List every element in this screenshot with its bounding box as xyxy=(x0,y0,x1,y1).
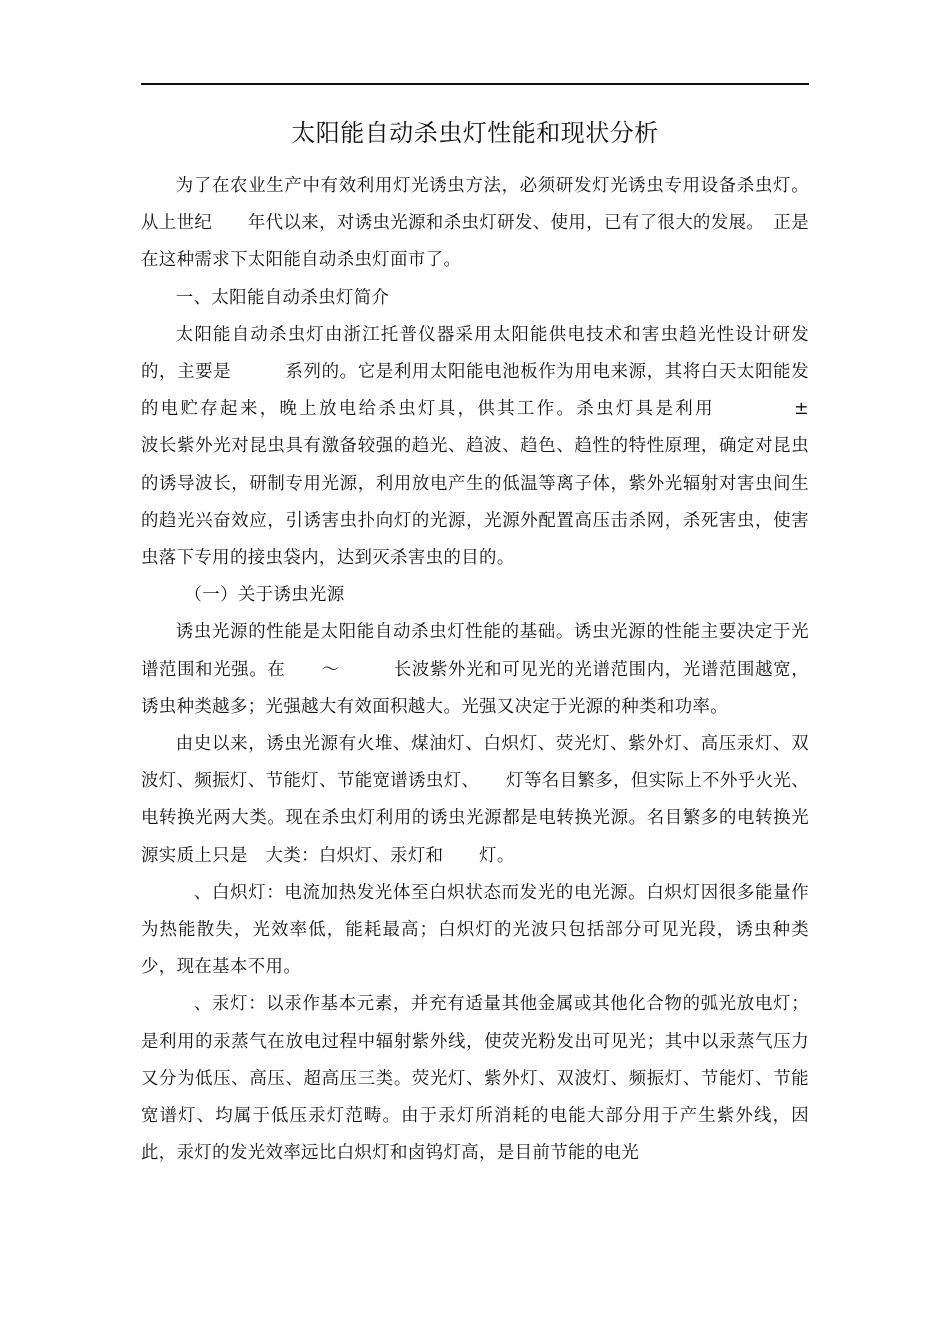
paragraph-light-source-history: 由史以来，诱虫光源有火堆、煤油灯、白炽灯、荧光灯、紫外灯、高压汞灯、双波灯、频振灯、节能灯、节能宽谱诱虫灯、 灯等名目繁多，但实际上不外乎火光、电转换光两大类。现在杀虫灯利用的诱虫光源都是电转换光源。名目繁多的电转换光源实质上只是 大类：白炽灯、汞灯和 灯。 xyxy=(141,734,809,866)
paragraph-incandescent: 、白炽灯：电流加热发光体至白炽状态而发光的电光源。白炽灯因很多能量作为热能散失，光效率低，能耗最高；白炽灯的光波只包括部分可见光段，诱虫种类少，现在基本不用。 xyxy=(141,882,809,978)
paragraph-product-intro: 太阳能自动杀虫灯由浙江托普仪器采用太阳能供电技术和害虫趋光性设计研发的，主要是 系列的。它是利用太阳能电池板作为用电来源，其将白天太阳能发的电贮存起来，晚上放电给杀虫灯具，供其工作。杀虫灯具是利用 ± 波长紫外光对昆虫具有激备较强的趋光、趋波、趋色、趋性的特性原理，确定对昆虫的诱导波长，研制专用光源，利用放电产生的低温等离子体，紫外光辐射对害虫间生的趋光兴奋效应，引诱害虫扑向灯的光源，光源外配置高压击杀网，杀死害虫，使害虫落下专用的接虫袋内，达到灭杀害虫的目的。 xyxy=(141,324,863,569)
document-title: 太阳能自动杀虫灯性能和现状分析 xyxy=(291,119,659,147)
document-body xyxy=(141,168,863,1172)
paragraph-light-source-performance: 诱虫光源的性能是太阳能自动杀虫灯性能的基础。诱虫光源的性能主要决定于光谱范围和光强。在 ～ 长波紫外光和可见光的光谱范围内，光谱范围越宽，诱虫种类越多；光强越大有效面积越大。光强又决定于光源的种类和功率。 xyxy=(141,622,809,717)
header-rule xyxy=(141,83,809,85)
subsection-heading-1: （一）关于诱虫光源 xyxy=(184,585,345,606)
section-heading-1: 一、太阳能自动杀虫灯简介 xyxy=(175,287,390,308)
paragraph-mercury-lamp: 、汞灯：以汞作基本元素，并充有适量其他金属或其他化合物的弧光放电灯；是利用的汞蒸气在放电过程中辐射紫外线，使荧光粉发出可见光；其中以汞蒸气压力又分为低压、高压、超高压三类。荧光灯、紫外灯、双波灯、频振灯、节能灯、节能宽谱灯、均属于低压汞灯范畴。由于汞灯所消耗的电能大部分用于产生紫外线，因此，汞灯的发光效率远比白炽灯和卤钨灯高，是目前节能的电光 xyxy=(141,994,809,1164)
paragraph-intro: 为了在农业生产中有效利用灯光诱虫方法，必须研发灯光诱虫专用设备杀虫灯。从上世纪 年代以来，对诱虫光源和杀虫灯研发、使用，已有了很大的发展。 正是在这种需求下太阳能自动杀虫灯面市了。 xyxy=(141,176,809,271)
